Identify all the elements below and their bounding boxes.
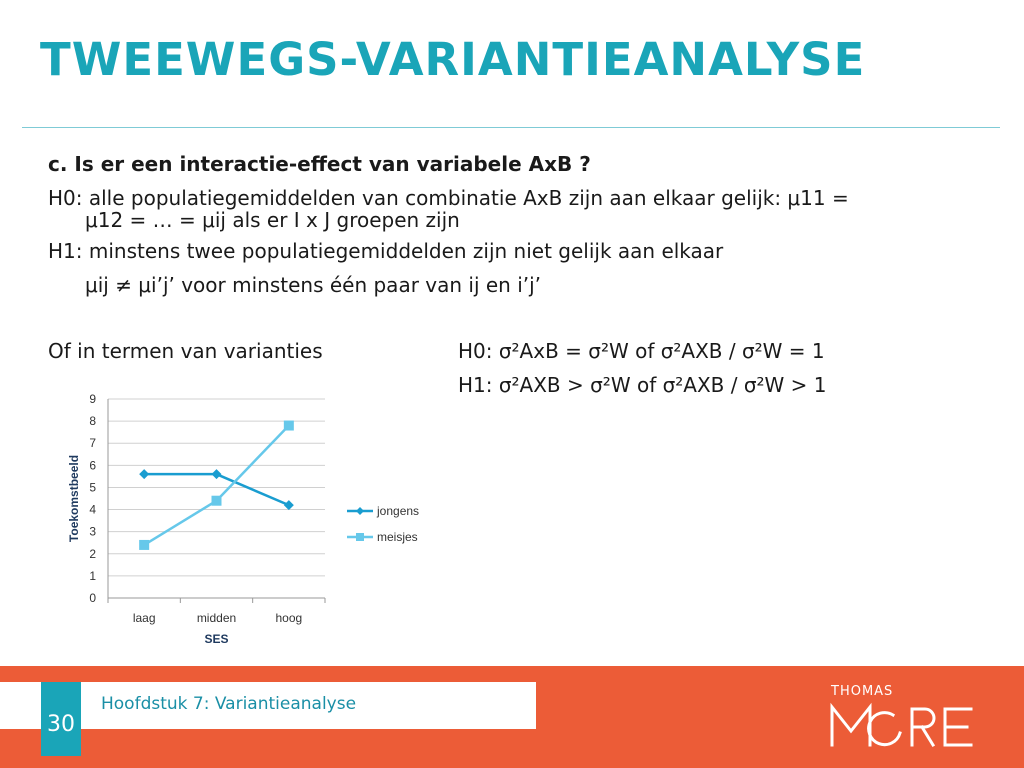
y-tick-label: 5 <box>89 480 96 495</box>
variance-h0: H0: σ²AxB = σ²W of σ²AXB / σ²W = 1 <box>458 339 825 363</box>
y-tick-label: 3 <box>89 524 96 539</box>
h1-line-1: H1: minstens twee populatiegemiddelden zijn niet gelijk aan elkaar <box>48 239 724 263</box>
y-tick-label: 7 <box>89 436 96 451</box>
legend-marker-jongens <box>356 507 364 515</box>
data-point-jongens <box>284 500 294 510</box>
x-axis-label: SES <box>204 632 229 646</box>
title-divider <box>22 127 1000 128</box>
y-tick-label: 1 <box>89 568 96 583</box>
y-tick-label: 8 <box>89 414 96 429</box>
h0-line-1: H0: alle populatiegemiddelden van combinatie AxB zijn aan elkaar gelijk: μ11 = <box>48 186 849 210</box>
h1-line-2: μij ≠ μi’j’ voor minstens één paar van ij en i’j’ <box>85 273 542 297</box>
data-point-meisjes <box>284 421 294 431</box>
y-tick-label: 6 <box>89 458 96 473</box>
interaction-line-chart <box>60 388 480 653</box>
data-point-meisjes <box>212 496 222 506</box>
x-tick-label: laag <box>132 611 156 625</box>
thomas-more-logo-icon <box>829 701 979 749</box>
data-point-jongens <box>212 469 222 479</box>
y-tick-label: 2 <box>89 546 96 561</box>
page-number: 30 <box>41 682 81 756</box>
y-tick-label: 4 <box>89 502 96 517</box>
question-text: c. Is er een interactie-effect van variabele AxB ? <box>48 152 591 176</box>
logo-thomas-text: THOMAS <box>831 684 894 699</box>
x-tick-label: midden <box>196 611 237 625</box>
y-axis-label: Toekomstbeeld <box>67 454 81 543</box>
legend-marker-meisjes <box>356 533 364 541</box>
legend-label-meisjes: meisjes <box>377 530 418 544</box>
legend-label-jongens: jongens <box>377 504 420 518</box>
variance-label: Of in termen van varianties <box>48 339 323 363</box>
variance-h1: H1: σ²AXB > σ²W of σ²AXB / σ²W > 1 <box>458 373 827 397</box>
data-point-meisjes <box>139 540 149 550</box>
slide-title: TWEEWEGS-VARIANTIEANALYSE <box>40 33 866 86</box>
data-point-jongens <box>139 469 149 479</box>
y-tick-label: 9 <box>89 392 96 406</box>
h0-line-2: μ12 = … = μij als er I x J groepen zijn <box>85 208 460 232</box>
x-tick-label: hoog <box>275 611 303 625</box>
chapter-title: Hoofdstuk 7: Variantieanalyse <box>101 694 357 714</box>
y-tick-label: 0 <box>89 591 96 605</box>
